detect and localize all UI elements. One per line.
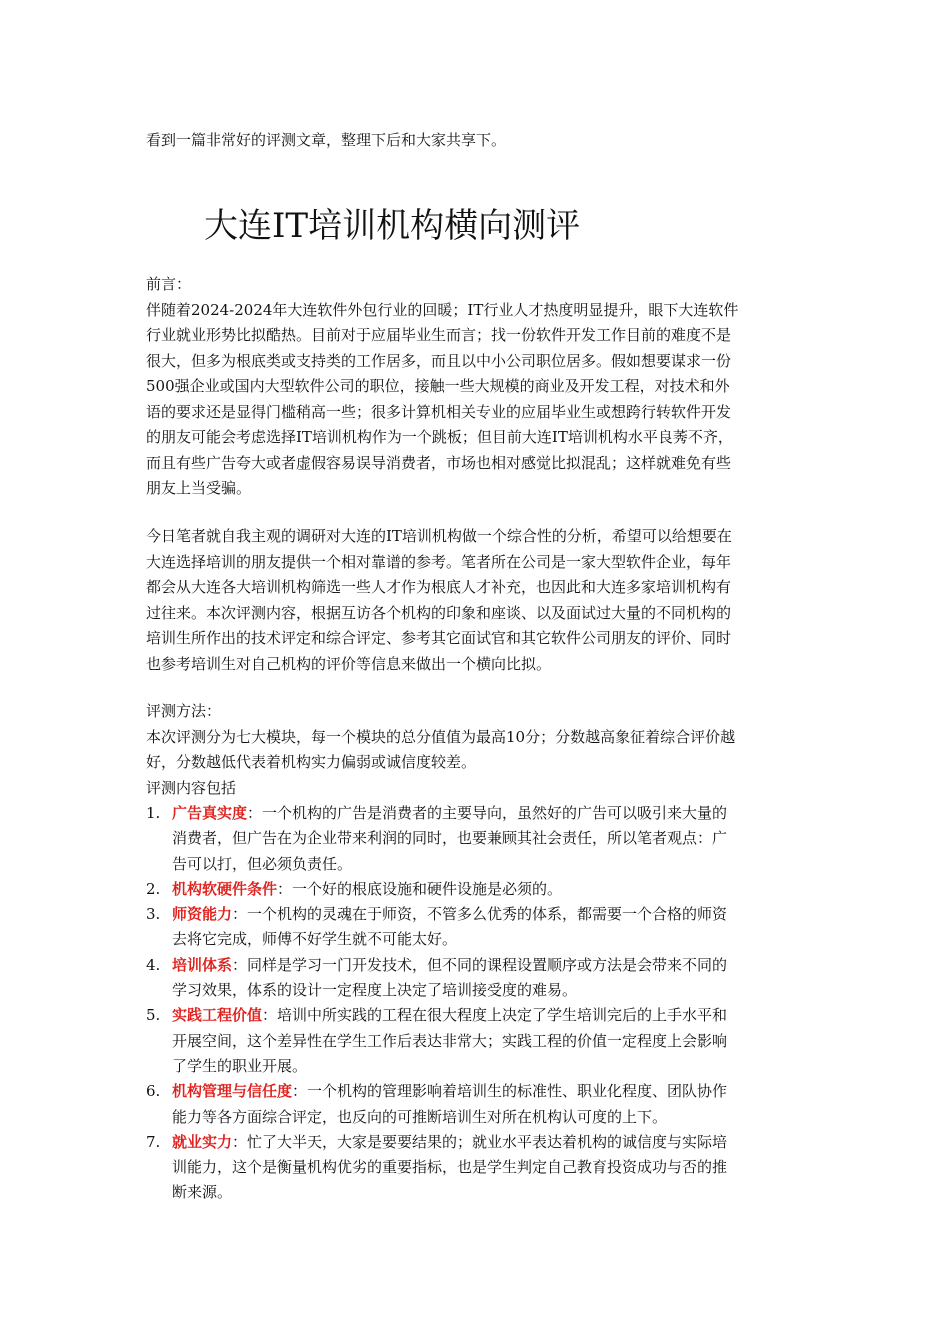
criteria-keyword: 实践工程价值 — [172, 1006, 263, 1025]
criteria-number: 4. — [146, 955, 161, 974]
criteria-number: 3. — [146, 905, 161, 924]
criteria-keyword: 机构管理与信任度 — [172, 1082, 293, 1101]
preface-line: 伴随着2024-2024年大连软件外包行业的回暖；IT行业人才热度明显提升，眼下大连软件 — [146, 300, 739, 319]
criteria-number: 5. — [146, 1006, 161, 1025]
criteria-keyword: 就业实力 — [172, 1132, 233, 1151]
criteria-separator: ： — [232, 1132, 248, 1151]
criteria-item — [146, 1079, 821, 1130]
intro-line: 看到一篇非常好的评测文章，整理下后和大家共享下。 — [146, 131, 507, 149]
criteria-text: 一个机构的管理影响着培训生的标准性、职业化程度、团队协作 — [307, 1082, 728, 1101]
criteria-number: 1. — [146, 804, 161, 822]
criteria-list — [146, 801, 821, 1206]
survey-line: 大连选择培训的朋友提供一个相对靠谱的参考。笔者所在公司是一家大型软件企业，每年 — [146, 552, 732, 571]
criteria-item — [146, 1130, 821, 1206]
survey-line: 过往来。本次评测内容，根据互访各个机构的印象和座谈、以及面试过大量的不同机构的 — [146, 603, 732, 622]
criteria-text: 开展空间，这个差异性在学生工作后表达非常大；实践工程的价值一定程度上会影响 — [172, 1031, 728, 1050]
criteria-text: 培训中所实践的工程在很大程度上决定了学生培训完后的上手水平和 — [277, 1006, 728, 1025]
content-label: 评测内容包括 — [146, 778, 237, 797]
criteria-keyword: 机构软硬件条件 — [172, 879, 278, 898]
preface-line: 朋友上当受骗。 — [146, 479, 252, 497]
survey-line: 培训生所作出的技术评定和综合评定、参考其它面试官和其它软件公司朋友的评价、同时 — [146, 629, 732, 647]
criteria-item — [146, 953, 821, 1004]
method-line: 本次评测分为七大模块，每一个模块的总分值值为最高10分；分数越高象征着综合评价越 — [146, 727, 736, 746]
preface-line: 语的要求还是显得门槛稍高一些；很多计算机相关专业的应届毕业生或想跨行转软件开发 — [146, 402, 732, 421]
criteria-text: 断来源。 — [172, 1183, 233, 1202]
criteria-number: 6. — [146, 1082, 161, 1101]
criteria-text: 同样是学习一门开发技术，但不同的课程设置顺序或方法是会带来不同的 — [247, 955, 728, 974]
preface-line: 很大，但多为根底类或支持类的工作居多，而且以中小公司职位居多。假如想要谋求一份 — [146, 351, 732, 370]
preface-line: 行业就业形势比拟酷热。目前对于应届毕业生而言；找一份软件开发工作目前的难度不是 — [146, 326, 732, 344]
criteria-item — [146, 877, 821, 902]
criteria-text: 训能力，这个是衡量机构优劣的重要指标，也是学生判定自己教育投资成功与否的推 — [172, 1158, 728, 1177]
method-section — [146, 699, 821, 1206]
preface-label: 前言： — [146, 275, 192, 293]
preface-line: 而且有些广告夸大或者虚假容易误导消费者，市场也相对感觉比拟混乱；这样就难免有些 — [146, 453, 732, 472]
criteria-text: 一个机构的广告是消费者的主要导向，虽然好的广告可以吸引来大量的 — [262, 804, 728, 822]
criteria-keyword: 师资能力 — [172, 905, 233, 924]
criteria-separator: ： — [262, 1006, 278, 1025]
criteria-separator: ： — [247, 804, 263, 822]
criteria-separator: ： — [292, 1082, 308, 1101]
criteria-text: 去将它完成，师傅不好学生就不可能太好。 — [172, 930, 458, 949]
document-title: 大连IT培训机构横向测评 — [204, 206, 581, 246]
criteria-item — [146, 1003, 821, 1079]
criteria-text: 能力等各方面综合评定，也反向的可推断培训生对所在机构认可度的上下。 — [172, 1107, 668, 1126]
criteria-text: 学习效果，体系的设计一定程度上决定了培训接受度的难易。 — [172, 981, 578, 1000]
criteria-text: 消费者，但广告在为企业带来利润的同时，也要兼顾其社会责任，所以笔者观点：广 — [172, 829, 728, 848]
survey-line: 都会从大连各大培训机构筛选一些人才作为根底人才补充，也因此和大连多家培训机构有 — [146, 578, 732, 596]
criteria-keyword: 广告真实度 — [172, 804, 248, 822]
preface-paragraph — [146, 298, 821, 502]
criteria-separator: ： — [277, 879, 293, 898]
criteria-separator: ： — [232, 905, 248, 924]
survey-line: 今日笔者就自我主观的调研对大连的IT培训机构做一个综合性的分析，希望可以给想要在 — [146, 527, 732, 545]
survey-line: 也参考培训生对自己机构的评价等信息来做出一个横向比拟。 — [146, 654, 552, 673]
criteria-text: 忙了大半天，大家是要要结果的；就业水平表达着机构的诚信度与实际培 — [247, 1132, 728, 1151]
criteria-text: 一个机构的灵魂在于师资，不管多么优秀的体系，都需要一个合格的师资 — [247, 905, 728, 924]
method-paragraph — [146, 725, 821, 776]
criteria-number: 7. — [146, 1132, 161, 1151]
survey-paragraph — [146, 524, 821, 677]
preface-line: 500强企业或国内大型软件公司的职位，接触一些大规模的商业及开发工程，对技术和外 — [146, 377, 730, 395]
criteria-text: 一个好的根底设施和硬件设施是必须的。 — [292, 879, 563, 898]
criteria-text: 告可以打，但必须负责任。 — [172, 854, 353, 873]
method-label: 评测方法： — [146, 702, 222, 720]
criteria-keyword: 培训体系 — [172, 955, 233, 974]
criteria-item — [146, 902, 821, 953]
criteria-item — [146, 801, 821, 877]
method-line: 好，分数越低代表着机构实力偏弱或诚信度较差。 — [146, 753, 477, 771]
preface-line: 的朋友可能会考虑选择IT培训机构作为一个跳板；但目前大连IT培训机构水平良莠不齐， — [146, 428, 733, 446]
criteria-separator: ： — [232, 955, 248, 974]
criteria-text: 了学生的职业开展。 — [172, 1056, 308, 1075]
survey-section — [146, 524, 821, 677]
preface-section — [146, 272, 821, 502]
criteria-number: 2. — [146, 879, 161, 898]
